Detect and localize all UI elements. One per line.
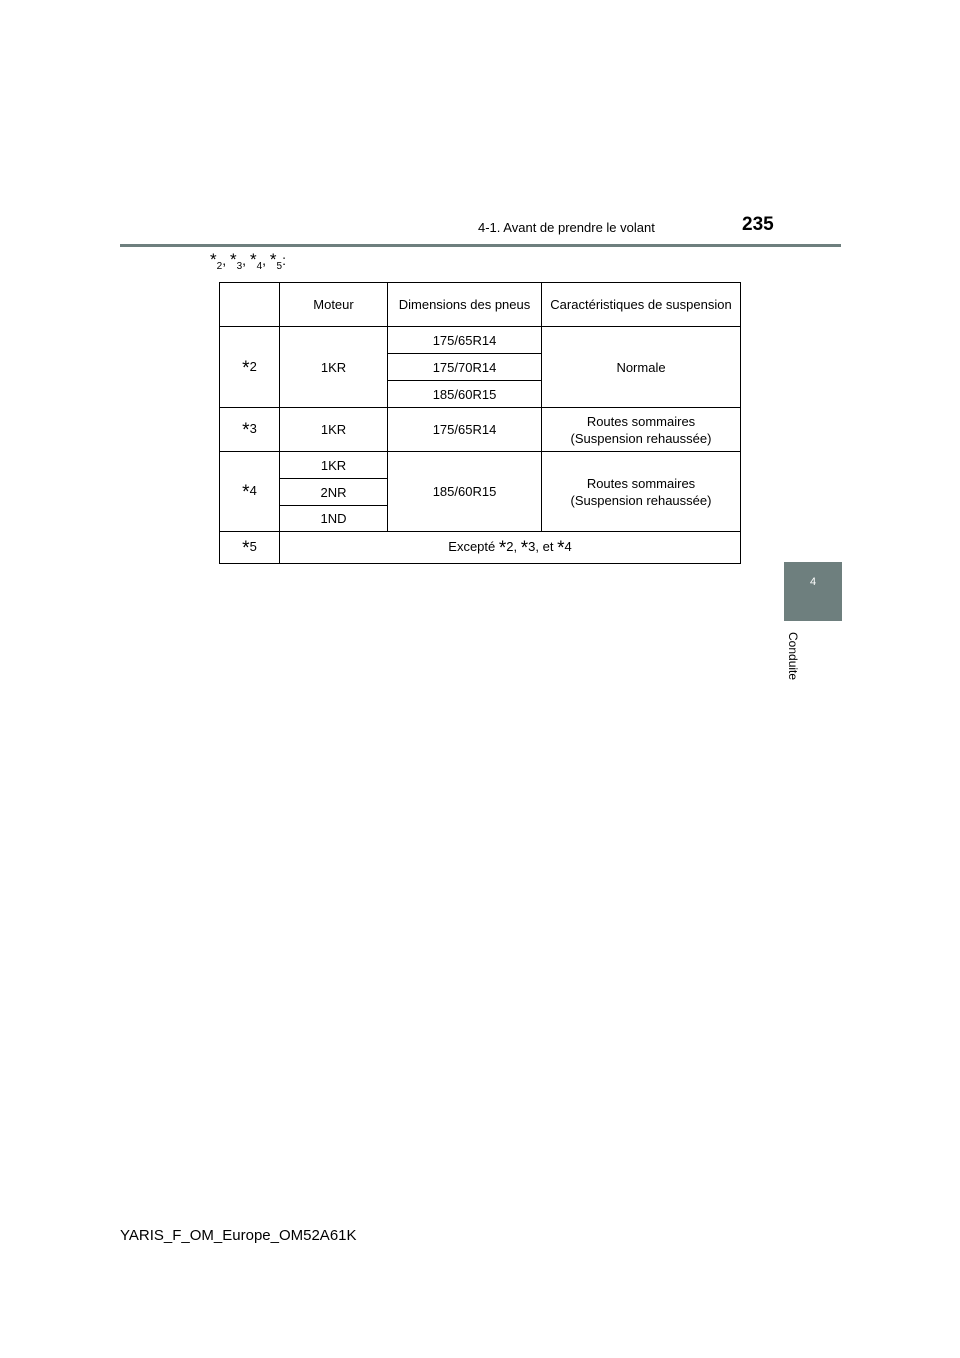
asterisk-icon: *	[242, 420, 250, 441]
note-cell: Excepté *2, *3, et *4	[280, 532, 741, 564]
ref-number: 5	[276, 260, 283, 272]
document-code: YARIS_F_OM_Europe_OM52A61K	[120, 1227, 357, 1244]
ref-cell: *5	[220, 532, 280, 564]
asterisk-icon: *	[242, 357, 250, 379]
asterisk-icon: *	[242, 482, 250, 503]
table-row	[220, 408, 741, 452]
ref-separator: ,	[222, 252, 230, 268]
ref-suffix: :	[282, 252, 286, 268]
engine-cell: 1KR	[280, 408, 388, 452]
tire-cell: 175/65R14	[388, 408, 542, 452]
suspension-cell: Normale	[542, 327, 741, 408]
ref-cell: *3	[220, 408, 280, 452]
table-row	[220, 452, 741, 479]
tire-cell: 175/65R14	[388, 327, 542, 354]
asterisk-icon: *	[229, 250, 237, 269]
asterisk-icon: *	[242, 538, 250, 559]
header-cell-tire-size: Dimensions des pneus	[388, 283, 542, 327]
ref-number: 2	[216, 260, 223, 272]
chapter-number: 4	[809, 576, 817, 588]
chapter-tab	[784, 562, 842, 621]
asterisk-icon: *	[210, 250, 217, 269]
header-cell-engine: Moteur	[280, 283, 388, 327]
ref-cell: *2	[220, 327, 280, 408]
tire-cell: 175/70R14	[388, 354, 542, 381]
suspension-cell: Routes sommaires (Suspension rehaussée)	[542, 452, 741, 532]
asterisk-icon: *	[249, 250, 257, 269]
asterisk-icon: *	[557, 538, 565, 559]
table-header-row	[220, 283, 741, 327]
engine-cell: 1KR	[280, 327, 388, 408]
asterisk-icon: *	[498, 538, 507, 559]
asterisk-icon: *	[269, 250, 277, 269]
ref-separator: ,	[242, 252, 250, 268]
suspension-cell: Routes sommaires (Suspension rehaussée)	[542, 408, 741, 452]
chapter-label: Conduite	[786, 632, 800, 681]
table-row	[220, 532, 741, 564]
page-number: 235	[742, 214, 774, 235]
engine-cell: 1KR	[280, 452, 388, 479]
vehicle-spec-table	[219, 282, 741, 564]
ref-cell: *4	[220, 452, 280, 532]
table-row	[220, 327, 741, 354]
tire-cell: 185/60R15	[388, 381, 542, 408]
ref-number: 3	[236, 260, 243, 272]
section-title: 4-1. Avant de prendre le volant	[478, 220, 655, 235]
header-divider	[120, 244, 841, 247]
ref-number: 4	[256, 260, 263, 272]
engine-cell: 2NR	[280, 479, 388, 506]
header-cell-suspension: Caractéristiques de suspension	[542, 283, 741, 327]
asterisk-icon: *	[520, 538, 529, 559]
tire-cell: 185/60R15	[388, 452, 542, 532]
ref-separator: ,	[262, 252, 270, 268]
header-cell-blank	[220, 283, 280, 327]
engine-cell: 1ND	[280, 506, 388, 532]
reference-line	[210, 250, 286, 272]
